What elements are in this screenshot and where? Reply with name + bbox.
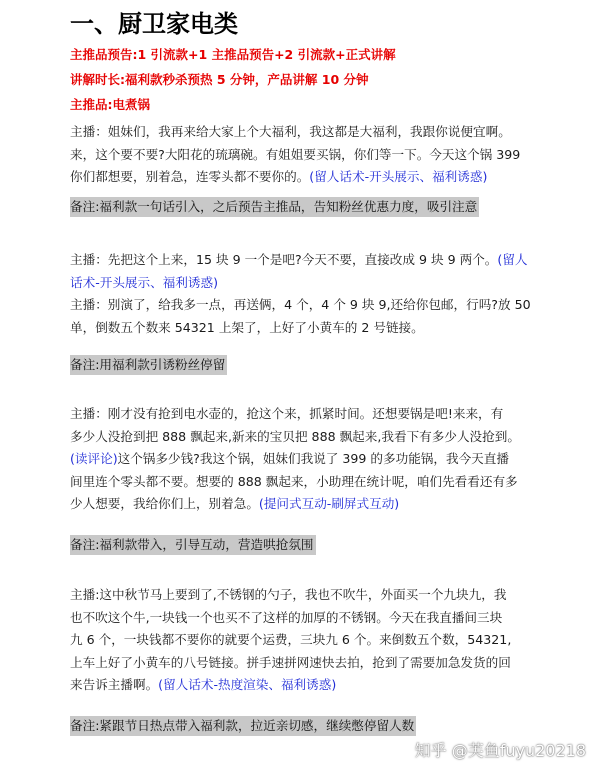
line-text: 来告诉主播啊。: [70, 677, 159, 692]
paragraph-line: [70, 652, 540, 675]
technique-tag: 话术-开头展示、福利诱惑): [70, 274, 218, 290]
highlight-line-duration: 讲解时长:福利款秒杀预热 5 分钟，产品讲解 10 分钟: [70, 72, 369, 87]
line-text: 也不吹这个牛,一块钱一个也买不了这样的加厚的不锈钢。今天在我直播间三块: [70, 609, 503, 625]
line-text: 多少人没抢到把 888 飘起来,新来的宝贝把 888 飘起来,我看下有多少人没抢到。: [70, 428, 520, 444]
paragraph-line: [70, 471, 540, 494]
paragraph-line: [70, 403, 540, 426]
paragraph-line: [70, 294, 540, 317]
section-heading: 一、厨卫家电类: [70, 10, 238, 38]
paragraph-line: [70, 584, 540, 607]
paragraph-line: [70, 144, 540, 167]
technique-tag: (留人: [497, 252, 528, 267]
note-row-4: 备注:紧跟节日热点带入福利款，拉近亲切感，继续憋停留人数: [70, 716, 416, 736]
paragraph-line: [70, 166, 540, 189]
line-text: 主播：刚才没有抢到电水壶的，抢这个来，抓紧时间。还想要锅是吧!来来，有: [70, 406, 504, 421]
line-text: 主播：姐妹们，我再来给大家上个大福利，我这都是大福利，我跟你说便宜啊。: [70, 124, 511, 139]
technique-tag: (留人话术-开头展示、福利诱惑): [309, 169, 488, 184]
script-paragraph-2: [70, 249, 540, 339]
line-text: 单，倒数五个数来 54321 上架了，上好了小黄车的 2 号链接。: [70, 319, 424, 335]
line-text: 少人想要，我给你们上，别着急。: [70, 496, 259, 511]
script-paragraph-4: [70, 584, 540, 697]
line-text: 主播：先把这个上来，15 块 9 一个是吧?今天不要，直接改成 9 块 9 两个。: [70, 252, 498, 267]
paragraph-line: [70, 317, 540, 340]
technique-tag: (留人话术-热度渲染、福利诱惑): [158, 677, 337, 692]
line-text: 主播：别演了，给我多一点，再送俩，4 个，4 个 9 块 9,还给你包邮，行吗?放 50: [70, 297, 531, 312]
script-paragraph-1: [70, 121, 540, 189]
line-text: 主播:这中秋节马上要到了,不锈钢的勺子，我也不吹牛，外面买一个九块九，我: [70, 587, 507, 602]
script-paragraph-3: [70, 403, 540, 516]
technique-tag: (读评论): [70, 451, 118, 466]
paragraph-line: [70, 629, 540, 652]
paragraph-line: [70, 448, 540, 471]
paragraph-line: [70, 272, 540, 295]
line-text: 上车上好了小黄车的八号链接。拼手速拼网速快去拍，抢到了需要加急发货的回: [70, 654, 511, 670]
note-row-1: 备注:福利款一句话引入，之后预告主推品，告知粉丝优惠力度，吸引注意: [70, 197, 479, 217]
highlight-line-product: 主推品:电煮锅: [70, 97, 150, 112]
line-text: 间里连个零头都不要。想要的 888 飘起来，小助理在统计呢，咱们先看看还有多: [70, 473, 518, 489]
line-text: 九 6 个，一块钱都不要你的就要个运费，三块九 6 个。来倒数五个数，54321,: [70, 632, 512, 647]
paragraph-line: [70, 674, 540, 697]
paragraph-line: [70, 607, 540, 630]
line-text: 来，这个要不要?大阳花的琉璃碗。有姐姐要买锅，你们等一下。今天这个锅 399: [70, 146, 521, 162]
paragraph-line: [70, 249, 540, 272]
technique-tag: (提问式互动-刷屏式互动): [258, 496, 400, 511]
note-row-2: 备注:用福利款引诱粉丝停留: [70, 355, 227, 375]
zhihu-watermark: 知乎 @芙鱼fuyu20218: [414, 741, 586, 760]
paragraph-line: [70, 493, 540, 516]
paragraph-line: [70, 121, 540, 144]
paragraph-line: [70, 426, 540, 449]
note-row-3: 备注:福利款带入，引导互动，营造哄抢氛围: [70, 535, 316, 555]
line-text: 这个锅多少钱?我这个锅，姐妹们我说了 399 的多功能锅，我今天直播: [117, 451, 509, 466]
line-text: 你们都想要，别着急，连零头都不要你的。: [70, 169, 310, 184]
highlight-line-preview: 主推品预告:1 引流款+1 主推品预告+2 引流款+正式讲解: [70, 47, 396, 62]
